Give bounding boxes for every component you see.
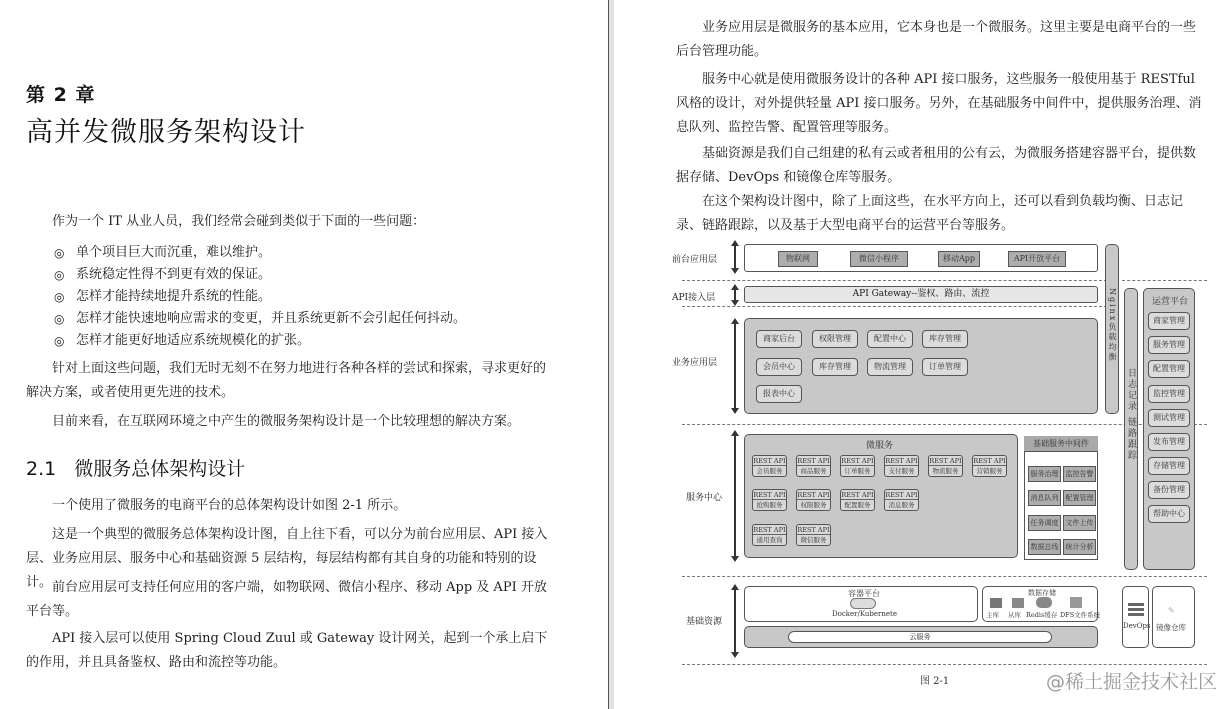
ops-item: 帮助中心 <box>1148 505 1190 523</box>
arrow-icon <box>734 288 736 302</box>
problem-list <box>54 242 466 352</box>
ops-item: 存储管理 <box>1148 457 1190 475</box>
paragraph: 针对上面这些问题，我们无时无刻不在努力地进行各种各样的尝试和探索，寻求更好的解决方案，或者使用更先进的技术。 <box>26 361 547 400</box>
middleware-item: 配置管理 <box>1063 490 1096 506</box>
middleware-item: 监控告警 <box>1063 466 1096 482</box>
database-icon <box>990 598 1002 608</box>
divider <box>682 280 1112 281</box>
kubernetes-icon <box>850 598 876 609</box>
ops-platform-title: 运营平台 <box>1152 297 1189 307</box>
ops-platform-box <box>1143 288 1195 570</box>
image-registry-box <box>1152 586 1195 648</box>
service-chip: REST API 抢购服务 <box>753 491 786 509</box>
layer-label-service-center: 服务中心 <box>686 493 723 503</box>
api-gateway-box: API Gateway--鉴权、路由、流控 <box>744 286 1098 303</box>
devops-icon <box>1128 602 1144 616</box>
list-item: ◎ 怎样才能持续地提升系统的性能。 <box>54 286 466 308</box>
paragraph: 业务应用层是微服务的基本应用，它本身也是一个微服务。这里主要是电商平台的一些后台管理功能。 <box>676 20 1197 59</box>
paragraph: 这是一个典型的微服务总体架构设计图，自上往下看，可以分为前台应用层、API 接入层、业务应用层、服务中心和基础资源 5 层结构，每层结构都有其自身的功能和特别的设计。 <box>26 527 548 590</box>
service-chip: REST API 商品服务 <box>797 457 830 475</box>
paragraph: 一个使用了微服务的电商平台的总体架构设计如图 2-1 所示。 <box>52 498 407 513</box>
arrow-icon <box>734 434 736 558</box>
frontend-app-mobile: 移动App <box>938 251 980 267</box>
ops-item: 备份管理 <box>1148 481 1190 499</box>
divider <box>1122 280 1207 281</box>
ops-item: 测试管理 <box>1148 409 1190 427</box>
container-platform-subtitle: Docker/Kubernete <box>832 610 897 618</box>
frontend-app-openapi: API开放平台 <box>1008 251 1066 267</box>
cloud-service-label: 云服务 <box>788 631 1052 643</box>
redis-icon <box>1036 597 1052 608</box>
devops-label: DevOps <box>1123 622 1151 630</box>
ops-item: 配置管理 <box>1148 360 1190 378</box>
arrow-icon <box>734 322 736 410</box>
layer-label-business: 业务应用层 <box>672 358 718 368</box>
watermark: @稀土掘金技术社区 <box>1046 671 1218 693</box>
bullet-icon: ◎ <box>54 312 65 326</box>
ops-item: 发布管理 <box>1148 433 1190 451</box>
storage-label: 从库 <box>1008 611 1021 619</box>
chapter-title: 高并发微服务架构设计 <box>26 117 306 148</box>
architecture-diagram <box>672 238 1212 668</box>
middleware-item: 文件上传 <box>1063 515 1096 531</box>
paragraph: 目前来看，在互联网环境之中产生的微服务架构设计是一个比较理想的解决方案。 <box>52 414 521 429</box>
divider <box>682 306 1112 307</box>
container-platform-title: 容器平台 <box>848 589 880 598</box>
bullet-icon: ◎ <box>54 246 65 260</box>
ops-item: 商家管理 <box>1148 312 1190 330</box>
list-item: ◎ 怎样才能快速地响应需求的变更，并且系统更新不会引起任何抖动。 <box>54 308 466 330</box>
chapter-number: 第 2 章 <box>26 84 96 106</box>
middleware-item: 统计分析 <box>1063 539 1096 555</box>
image-registry-label: 镜像仓库 <box>1156 623 1186 632</box>
data-storage-title: 数据存储 <box>1028 589 1056 597</box>
devops-box <box>1122 586 1149 648</box>
paragraph: 基础资源是我们自己组建的私有云或者租用的公有云，为微服务搭建容器平台，提供数据存储、DevOps 和镜像仓库等服务。 <box>676 146 1197 185</box>
business-app: 报表中心 <box>756 385 802 403</box>
service-chip: REST API 订单服务 <box>841 457 874 475</box>
storage-label: 主库 <box>986 611 999 619</box>
middleware-item: 任务调度 <box>1028 515 1061 531</box>
section-title: 微服务总体架构设计 <box>74 458 246 480</box>
paragraph: 在这个架构设计图中，除了上面这些，在水平方向上，还可以看到负载均衡、日志记录、链路跟踪，以及基于大型电商平台的运营平台等服务。 <box>676 194 1184 233</box>
service-chip: REST API 微信服务 <box>797 526 830 544</box>
middleware-item: 消息队列 <box>1028 490 1061 506</box>
layer-label-infra: 基础资源 <box>686 617 723 627</box>
paragraph: 服务中心就是使用微服务设计的各种 API 接口服务，这些服务一般使用基于 RESTful 风格的设计，对外提供轻量 API 接口服务。另外，在基础服务中间件中，提供服务治理、消息队列、监控告警、配置管理等服务。 <box>676 72 1202 135</box>
business-app: 会员中心 <box>756 358 802 376</box>
bullet-icon: ◎ <box>54 334 65 348</box>
service-chip: REST API 营销服务 <box>973 457 1006 475</box>
left-page <box>0 0 608 709</box>
frontend-app-wechat: 微信小程序 <box>850 251 908 267</box>
ops-item: 服务管理 <box>1148 336 1190 354</box>
service-chip: REST API 通用查询 <box>753 526 786 544</box>
service-chip: REST API 消息服务 <box>885 491 918 509</box>
business-app: 库存管理 <box>812 358 858 376</box>
nginx-label: Nginx负载均衡 <box>1108 288 1117 363</box>
business-app: 商家后台 <box>756 330 802 348</box>
middleware-item: 服务治理 <box>1028 466 1061 482</box>
divider <box>682 664 1207 665</box>
microservice-title: 微服务 <box>866 441 894 451</box>
arrow-icon <box>734 588 736 654</box>
service-chip: REST API 会员服务 <box>753 457 786 475</box>
business-app: 订单管理 <box>922 358 968 376</box>
bullet-icon: ◎ <box>54 268 65 282</box>
frontend-app-iot: 物联网 <box>778 251 818 267</box>
middleware-title: 基础服务中间件 <box>1024 436 1098 452</box>
database-icon <box>1012 598 1024 608</box>
filesystem-icon <box>1070 597 1082 608</box>
service-chip: REST API 支付服务 <box>885 457 918 475</box>
list-item: ◎ 单个项目巨大而沉重，难以维护。 <box>54 242 466 264</box>
arrow-icon <box>734 244 736 270</box>
intro-paragraph: 作为一个 IT 从业人员，我们经常会碰到类似于下面的一些问题： <box>52 214 426 229</box>
service-chip: REST API 配置服务 <box>841 491 874 509</box>
service-chip: REST API 权限服务 <box>797 491 830 509</box>
business-app: 物流管理 <box>867 358 913 376</box>
log-trace-label: 日志记录 链路跟踪 <box>1126 368 1136 461</box>
layer-label-api: API接入层 <box>672 293 716 303</box>
business-app: 配置中心 <box>867 330 913 348</box>
business-app: 库存管理 <box>922 330 968 348</box>
middleware-item: 数据总线 <box>1028 539 1061 555</box>
service-chip: REST API 物流服务 <box>929 457 962 475</box>
business-app: 权限管理 <box>812 330 858 348</box>
registry-icon: ✎ <box>1168 606 1175 615</box>
ops-item: 监控管理 <box>1148 385 1190 403</box>
list-item: ◎ 怎样才能更好地适应系统规模化的扩张。 <box>54 330 466 352</box>
storage-label: DFS文件系统 <box>1060 611 1101 619</box>
section-number: 2.1 <box>26 458 57 480</box>
paragraph: 前台应用层可支持任何应用的客户端，如物联网、微信小程序、移动 App 及 API 开放平台等。 <box>26 580 547 619</box>
divider <box>682 576 1207 577</box>
section-heading <box>26 454 245 481</box>
figure-caption: 图 2-1 <box>920 676 950 687</box>
list-item: ◎ 系统稳定性得不到更有效的保证。 <box>54 264 466 286</box>
layer-label-frontend: 前台应用层 <box>672 255 718 265</box>
paragraph: API 接入层可以使用 Spring Cloud Zuul 或 Gateway 设计网关，起到一个承上启下的作用，并且具备鉴权、路由和流控等功能。 <box>26 631 548 670</box>
bullet-icon: ◎ <box>54 290 65 304</box>
storage-label: Redis缓存 <box>1026 611 1058 619</box>
